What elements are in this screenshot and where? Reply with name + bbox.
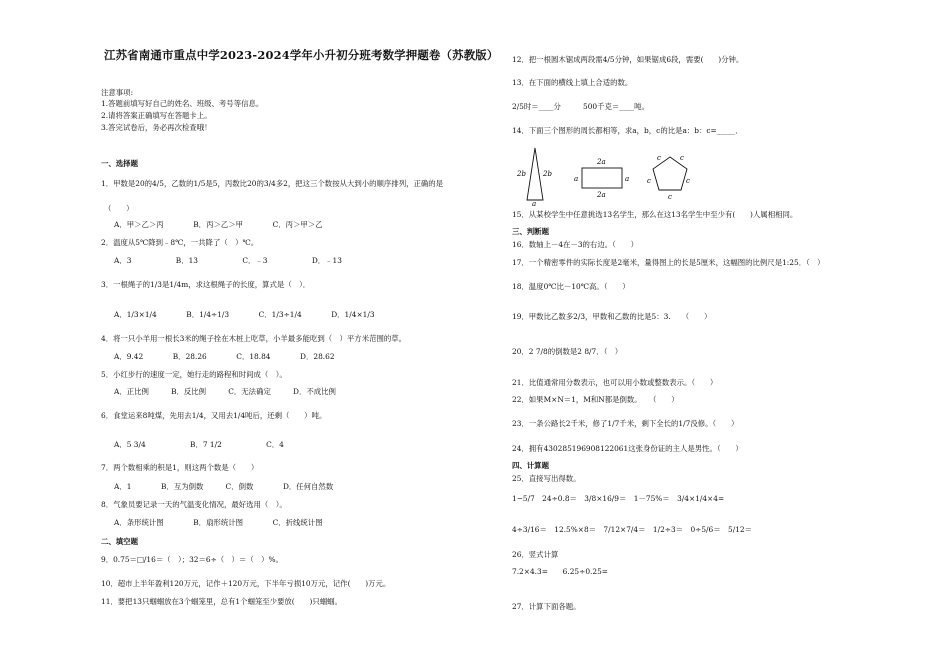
triangle-figure <box>516 148 552 206</box>
question-11: 11．要把13只蝈蝈放在3个蝈笼里，总有1个蝈笼至少要放( )只蝈蝈。 <box>101 597 342 606</box>
question-14: 14．下面三个图形的周长都相等，求a，b，c的比是a：b：c=_____． <box>512 126 743 135</box>
section-heading: 四、计算题 <box>512 461 549 470</box>
options-5: A．正比例 B．反比例 C．无法确定 D．不成比例 <box>114 387 336 396</box>
question-8: 8．气象员要记录一天的气温变化情况，最好选用（ ）。 <box>101 500 287 509</box>
options-7: A．1 B．互为倒数 C．倒数 D．任何自然数 <box>114 482 334 491</box>
question-26: 26．竖式计算 <box>512 550 559 559</box>
question-18: 18．温度0℃比－10℃高。（ ） <box>512 282 630 291</box>
question-3: 3．一根绳子的1/3是1/4m，求这根绳子的长度，算式是（ ）． <box>101 280 311 289</box>
question-21: 21．比值通常用分数表示，也可以用小数或整数表示。（ ） <box>512 378 718 387</box>
triangle-base-label: a <box>532 200 537 206</box>
question-22: 22．如果M×N＝1，M和N都是倒数。 （ ） <box>512 395 679 404</box>
note-item: 3.答完试卷后，务必再次检查哦！ <box>101 123 212 132</box>
question-23: 23．一条公路长2千米，修了1/7千米，剩下全长的1/7没修。（ ） <box>512 419 739 428</box>
question-20: 20．2 7/8的倒数是2 8/7．（ ） <box>512 347 623 356</box>
rectangle-side-label: 2a <box>597 191 606 199</box>
rectangle-side-label: 2a <box>597 158 606 166</box>
vertical-calc-items: 7.2×4.3= 6.25÷0.25= <box>512 567 608 576</box>
pentagon-side-label: c <box>668 193 672 201</box>
question-27: 27．计算下面各题。 <box>512 602 581 611</box>
options-2: A．3 B．13 C．﹣3 D．﹣13 <box>114 256 342 265</box>
question-13-blanks: 2/5时＝____分 500千克＝____吨。 <box>512 102 649 111</box>
question-9: 9．0.75＝□/16＝（ ）；32＝6÷（ ）＝（ ）%。 <box>101 555 283 564</box>
perimeter-figures <box>512 144 692 206</box>
calc-row-2: 4÷3/16＝ 12.5%×8＝ 7/12×7/4＝ 1/2÷3＝ 0÷5/6＝ 5/12＝ <box>512 525 753 534</box>
question-2: 2．温度从5℃降到﹣8℃，一共降了（ ）℃。 <box>101 238 259 247</box>
triangle-side-label: 2b <box>543 170 552 178</box>
question-15: 15．从某校学生中任意挑选13名学生，那么在这13名学生中至少有( )人属相相同。 <box>512 210 798 219</box>
section-heading: 一、选择题 <box>101 159 138 168</box>
options-1: A．甲＞乙＞丙 B．丙＞乙＞甲 C．丙＞甲＞乙 <box>114 220 323 229</box>
options-3: A．1/3×1/4 B．1/4÷1/3 C．1/3÷1/4 D．1/4×1/3 <box>114 310 375 319</box>
rectangle-figure <box>574 158 629 199</box>
section-heading: 三、判断题 <box>512 227 549 236</box>
question-5: 5．小红步行的速度一定，她行走的路程和时间成（ ）。 <box>101 370 287 379</box>
rectangle-side-label: a <box>625 175 630 183</box>
pentagon-side-label: c <box>680 154 684 162</box>
question-17: 17．一个精密零件的实际长度是2毫米，量得图上的长是5厘米，这幅图的比例尺是1:25．（ ） <box>512 258 825 267</box>
page-title: 江苏省南通市重点中学2023-2024学年小升初分班考数学押题卷（苏教版） <box>104 48 499 62</box>
pentagon-figure <box>647 154 690 201</box>
question-4: 4．将一只小羊用一根长3米的绳子拴在木桩上吃草，小羊最多能吃到（ ）平方米范围的草。 <box>101 334 407 343</box>
notes-heading: 注意事项: <box>101 88 134 97</box>
question-10: 10．超市上半年盈利120万元，记作＋120万元，下半年亏损10万元，记作( )万元。 <box>101 579 391 588</box>
question-6: 6．食堂运来8吨煤，先用去1/4，又用去1/4吨后，还剩（ ）吨。 <box>101 411 327 420</box>
rectangle-side-label: a <box>574 175 579 183</box>
calc-row-1: 1−5/7 24÷0.8＝ 3/8×16/9＝ 1－75%＝ 3/4×1/4×4= <box>512 494 725 503</box>
options-6: A．5 3/4 B．7 1/2 C．4 <box>114 440 284 449</box>
question-24: 24．拥有430285196908122061这张身份证的主人是男性。（ ） <box>512 444 743 453</box>
question-16: 16．数轴上－4在－3的右边。（ ） <box>512 240 638 249</box>
section-heading: 二、填空题 <box>101 537 138 546</box>
question-1: 1．甲数是20的4/5，乙数的1/5是5，丙数比20的3/4多2，把这三个数按从大到小的顺序排列，正确的是 <box>101 179 444 188</box>
triangle-side-label: 2b <box>517 170 526 178</box>
question-25: 25．直接写出得数。 <box>512 474 581 483</box>
question-12: 12．把一根圆木锯成两段需4/5分钟，如果锯成6段，需要( )分钟。 <box>512 55 744 64</box>
note-item: 2.请将答案正确填写在答题卡上。 <box>101 111 212 120</box>
options-8: A．条形统计图 B．扇形统计图 C．折线统计图 <box>114 518 323 527</box>
question-1-bracket: （ ） <box>104 204 134 213</box>
pentagon-side-label: c <box>657 154 661 162</box>
question-13: 13．在下面的横线上填上合适的数。 <box>512 78 633 87</box>
pentagon-side-label: c <box>647 177 651 185</box>
pentagon-side-label: c <box>686 177 690 185</box>
options-4: A．9.42 B．28.26 C．18.84 D．28.62 <box>114 352 335 361</box>
question-7: 7．两个数相乘的积是1，则这两个数是（ ） <box>101 463 259 472</box>
question-19: 19．甲数比乙数多2/3，甲数和乙数的比是5：3. （ ） <box>512 312 712 321</box>
note-item: 1.答题前填写好自己的姓名、班级、考号等信息。 <box>101 99 264 108</box>
